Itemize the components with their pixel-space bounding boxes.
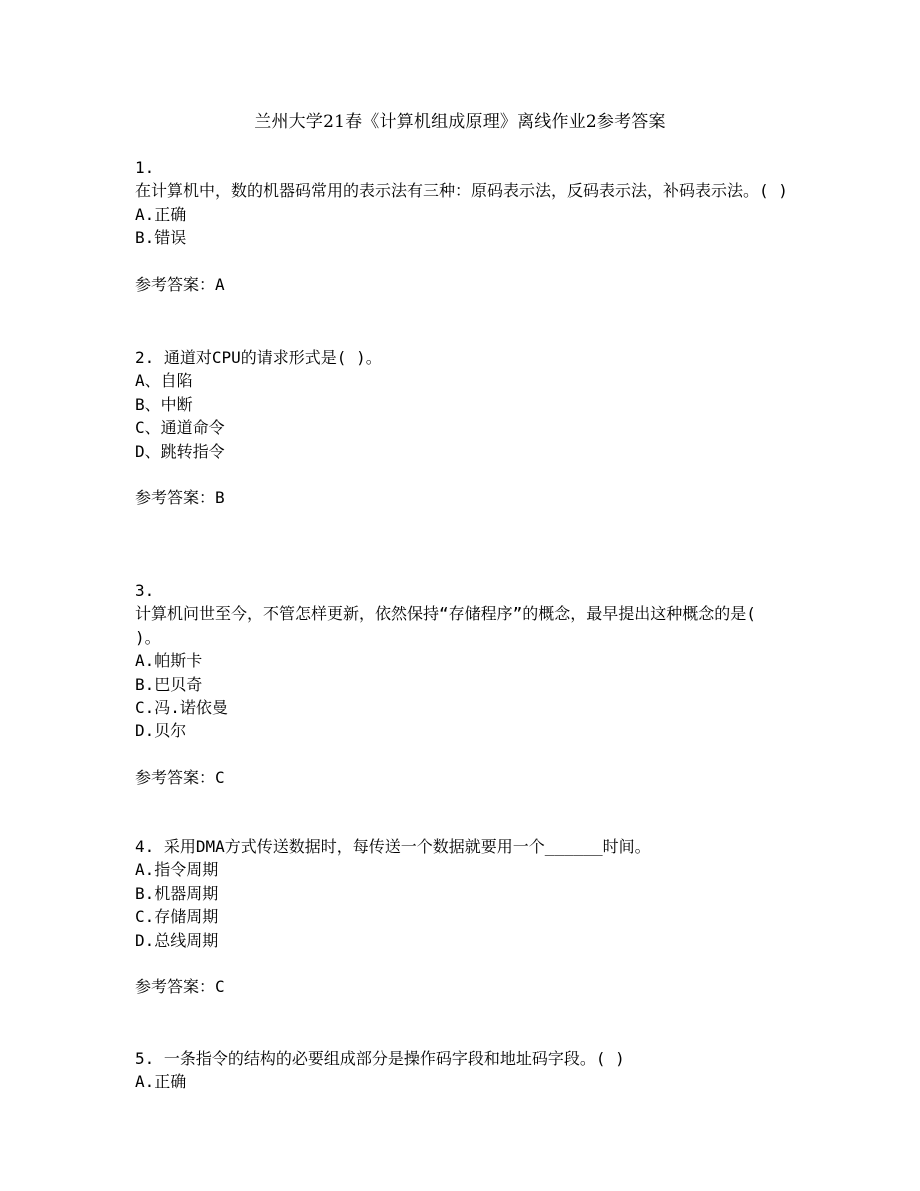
option-d: D.总线周期 bbox=[135, 930, 219, 950]
option-b: B.机器周期 bbox=[135, 883, 219, 903]
option-a: A.帕斯卡 bbox=[135, 651, 203, 671]
reference-answer: 参考答案：C bbox=[135, 977, 225, 997]
question-number: 2. bbox=[135, 348, 155, 367]
option-c: C、通道命令 bbox=[135, 418, 225, 438]
option-c: C.存储周期 bbox=[135, 907, 219, 927]
question-text bbox=[135, 835, 790, 858]
question-text: 计算机问世至今，不管怎样更新，依然保持“存储程序”的概念，最早提出这种概念的是( )。 bbox=[135, 604, 766, 647]
option-b: B、中断 bbox=[135, 394, 193, 414]
option-d: D、跳转指令 bbox=[135, 441, 225, 461]
option-d: D.贝尔 bbox=[135, 721, 187, 741]
option-a: A.正确 bbox=[135, 1072, 187, 1092]
document-title: 兰州大学21春《计算机组成原理》离线作业2参考答案 bbox=[254, 112, 666, 132]
option-b: B.错误 bbox=[135, 228, 187, 248]
question-4 bbox=[135, 835, 790, 1047]
question-number: 4. bbox=[135, 837, 155, 856]
question-number: 1. bbox=[135, 158, 155, 177]
option-a: A.指令周期 bbox=[135, 860, 219, 880]
question-2 bbox=[135, 346, 790, 579]
question-body: 一条指令的结构的必要组成部分是操作码字段和地址码字段。( ) bbox=[163, 1049, 625, 1068]
question-5 bbox=[135, 1047, 790, 1107]
reference-answer: 参考答案：C bbox=[135, 767, 225, 787]
question-text: 在计算机中，数的机器码常用的表示法有三种：原码表示法，反码表示法，补码表示法。( ) bbox=[135, 181, 788, 201]
option-b: B.巴贝奇 bbox=[135, 674, 203, 694]
reference-answer: 参考答案：B bbox=[135, 488, 225, 508]
option-a: A、自陷 bbox=[135, 371, 193, 391]
question-number: 5. bbox=[135, 1049, 155, 1068]
question-3 bbox=[135, 579, 790, 835]
question-list bbox=[135, 156, 790, 1107]
reference-answer: 参考答案：A bbox=[135, 274, 225, 294]
question-body: 采用DMA方式传送数据时，每传送一个数据就要用一个______时间。 bbox=[163, 837, 651, 856]
question-1 bbox=[135, 156, 790, 346]
question-text bbox=[135, 1047, 790, 1070]
question-body: 通道对CPU的请求形式是( )。 bbox=[163, 348, 382, 367]
option-c: C.冯.诺依曼 bbox=[135, 698, 228, 718]
option-a: A.正确 bbox=[135, 204, 187, 224]
question-number: 3. bbox=[135, 581, 155, 600]
question-text bbox=[135, 346, 790, 369]
